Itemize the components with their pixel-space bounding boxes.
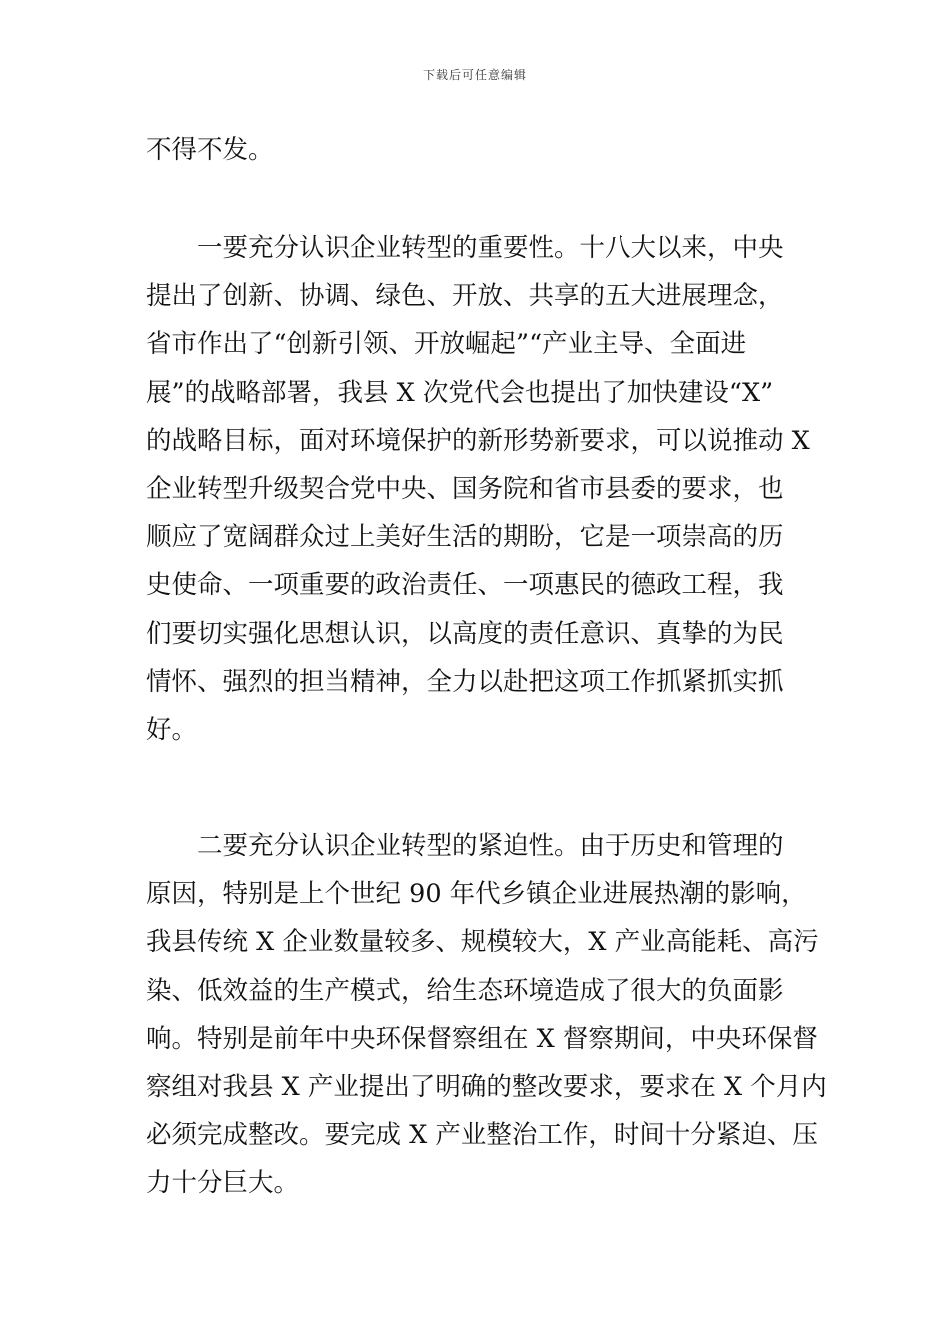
text-line: 提出了创新、协调、绿色、开放、共享的五大进展理念，: [146, 281, 784, 312]
text-line: 原因，特别是上个世纪 90 年代乡镇企业进展热潮的影响，: [146, 879, 807, 910]
text-line: 顺应了宽阔群众过上美好生活的期盼，它是一项崇高的历: [146, 522, 784, 553]
text-line: 情怀、强烈的担当精神，全力以赴把这项工作抓紧抓实抓: [146, 666, 784, 697]
paragraph-importance: [146, 224, 808, 754]
text-line: 二要充分认识企业转型的紧迫性。由于历史和管理的: [197, 831, 784, 861]
text-line: 史使命、一项重要的政治责任、一项惠民的德政工程，我: [146, 570, 784, 601]
text-line: 力十分巨大。: [146, 1168, 300, 1199]
text-line: 染、低效益的生产模式，给生态环境造成了很大的负面影: [146, 975, 784, 1006]
text-line: 察组对我县 X 产业提出了明确的整改要求，要求在 X 个月内: [146, 1071, 827, 1102]
text-line: 省市作出了“创新引领、开放崛起”“产业主导、全面进: [146, 329, 747, 360]
text-line: 响。特别是前年中央环保督察组在 X 督察期间，中央环保督: [146, 1023, 818, 1054]
paragraph-continuation: [146, 126, 808, 174]
text-line: 我县传统 X 企业数量较多、规模较大，X 产业高能耗、高污: [146, 927, 819, 958]
text-line: 一要充分认识企业转型的重要性。十八大以来，中央: [197, 233, 784, 263]
paragraph-urgency: [146, 822, 827, 1208]
text-line: 必须完成整改。要完成 X 产业整治工作，时间十分紧迫、压: [146, 1120, 818, 1151]
page-header-note: 下载后可任意编辑: [422, 68, 527, 82]
text-line: 不得不发。: [146, 135, 274, 165]
text-line: 们要切实强化思想认识，以高度的责任意识、真挚的为民: [146, 618, 784, 649]
text-line: 好。: [146, 714, 198, 745]
text-line: 的战略目标，面对环境保护的新形势新要求，可以说推动 X: [146, 425, 810, 456]
text-line: 企业转型升级契合党中央、国务院和省市县委的要求，也: [146, 473, 784, 504]
text-line: 展”的战略部署，我县 X 次党代会也提出了加快建设“X”: [146, 377, 774, 408]
